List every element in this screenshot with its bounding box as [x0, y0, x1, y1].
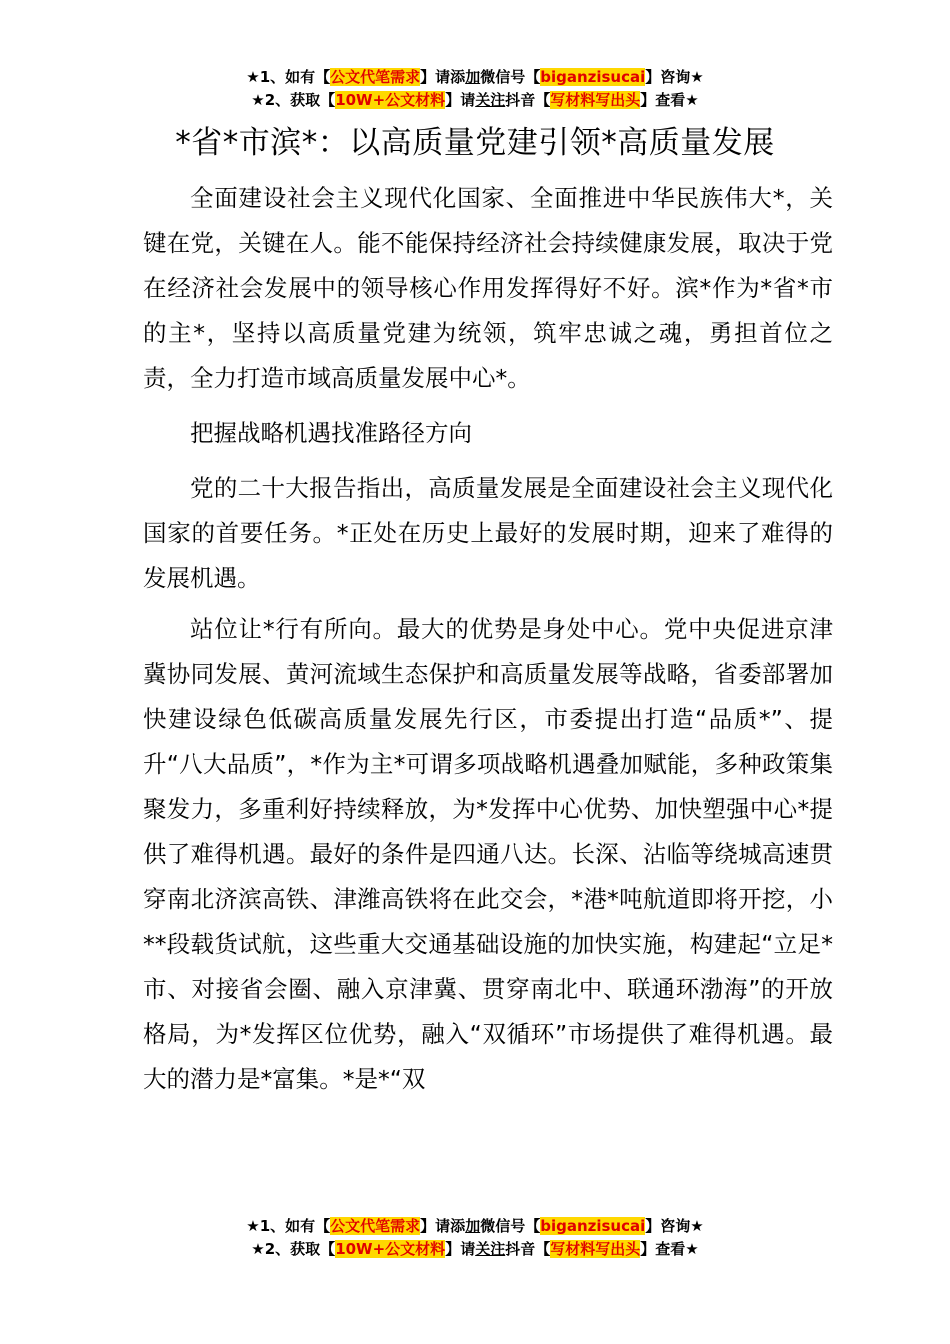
document-body: [143, 176, 833, 1108]
paragraph-intro: 全面建设社会主义现代化国家、全面推进中华民族伟大*，关键在党，关键在人。能不能保持经济社会持续健康发展，取决于党在经济社会发展中的领导核心作用发挥得好不好。滨*作为*省*市的主*，坚持以高质量党建为统领，筑牢忠诚之魂，勇担首位之责，全力打造市域高质量发展中心*。: [143, 184, 833, 392]
paragraph-report: 党的二十大报告指出，高质量发展是全面建设社会主义现代化国家的首要任务。*正处在历史上最好的发展时期，迎来了难得的发展机遇。: [143, 474, 833, 592]
promo-highlight-wechat-id: biganzisucai: [540, 68, 646, 86]
document-title: *省*市滨*：以高质量党建引领*高质量发展: [175, 125, 775, 161]
section-heading: 把握战略机遇找准路径方向: [190, 419, 472, 447]
promo-line-2: ★2、获取【10W+公文材料】请关注抖音【写材料写出头】查看★: [251, 91, 699, 109]
promo-line-1: ★1、如有【公文代笔需求】请添加微信号【biganzisucai】咨询★: [246, 68, 704, 86]
promo-highlight-materials: 10W+公文材料: [335, 91, 446, 109]
promo-line-1: ★1、如有【公文代笔需求】请添加微信号【biganzisucai】咨询★: [246, 1217, 704, 1235]
promo-highlight-service: 公文代笔需求: [330, 1217, 421, 1235]
promo-highlight-douyin: 写材料写出头: [550, 1240, 641, 1258]
promo-highlight-service: 公文代笔需求: [330, 68, 421, 86]
promo-highlight-wechat-id: biganzisucai: [540, 1217, 646, 1235]
promo-line-2: ★2、获取【10W+公文材料】请关注抖音【写材料写出头】查看★: [251, 1240, 699, 1258]
promo-highlight-douyin: 写材料写出头: [550, 91, 641, 109]
footer-promo-banner: [0, 1215, 950, 1261]
header-promo-banner: [0, 66, 950, 112]
paragraph-positioning: 站位让*行有所向。最大的优势是身处中心。党中央促进京津冀协同发展、黄河流域生态保护和高质量发展等战略，省委部署加快建设绿色低碳高质量发展先行区，市委提出打造“品质*”、提升“八大品质”，*作为主*可谓多项战略机遇叠加赋能，多种政策集聚发力，多重利好持续释放，为*发挥中心优势、加快塑强中心*提供了难得机遇。最好的条件是四通八达。长深、沾临等绕城高速贯穿南北济滨高铁、津潍高铁将在此交会，*港*吨航道即将开挖，小**段载货试航，这些重大交通基础设施的加快实施，构建起“立足*市、对接省会圈、融入京津冀、贯穿南北中、联通环渤海”的开放格局，为*发挥区位优势，融入“双循环”市场提供了难得机遇。最大的潜力是*富集。*是*“双: [143, 615, 833, 1093]
promo-highlight-materials: 10W+公文材料: [335, 1240, 446, 1258]
